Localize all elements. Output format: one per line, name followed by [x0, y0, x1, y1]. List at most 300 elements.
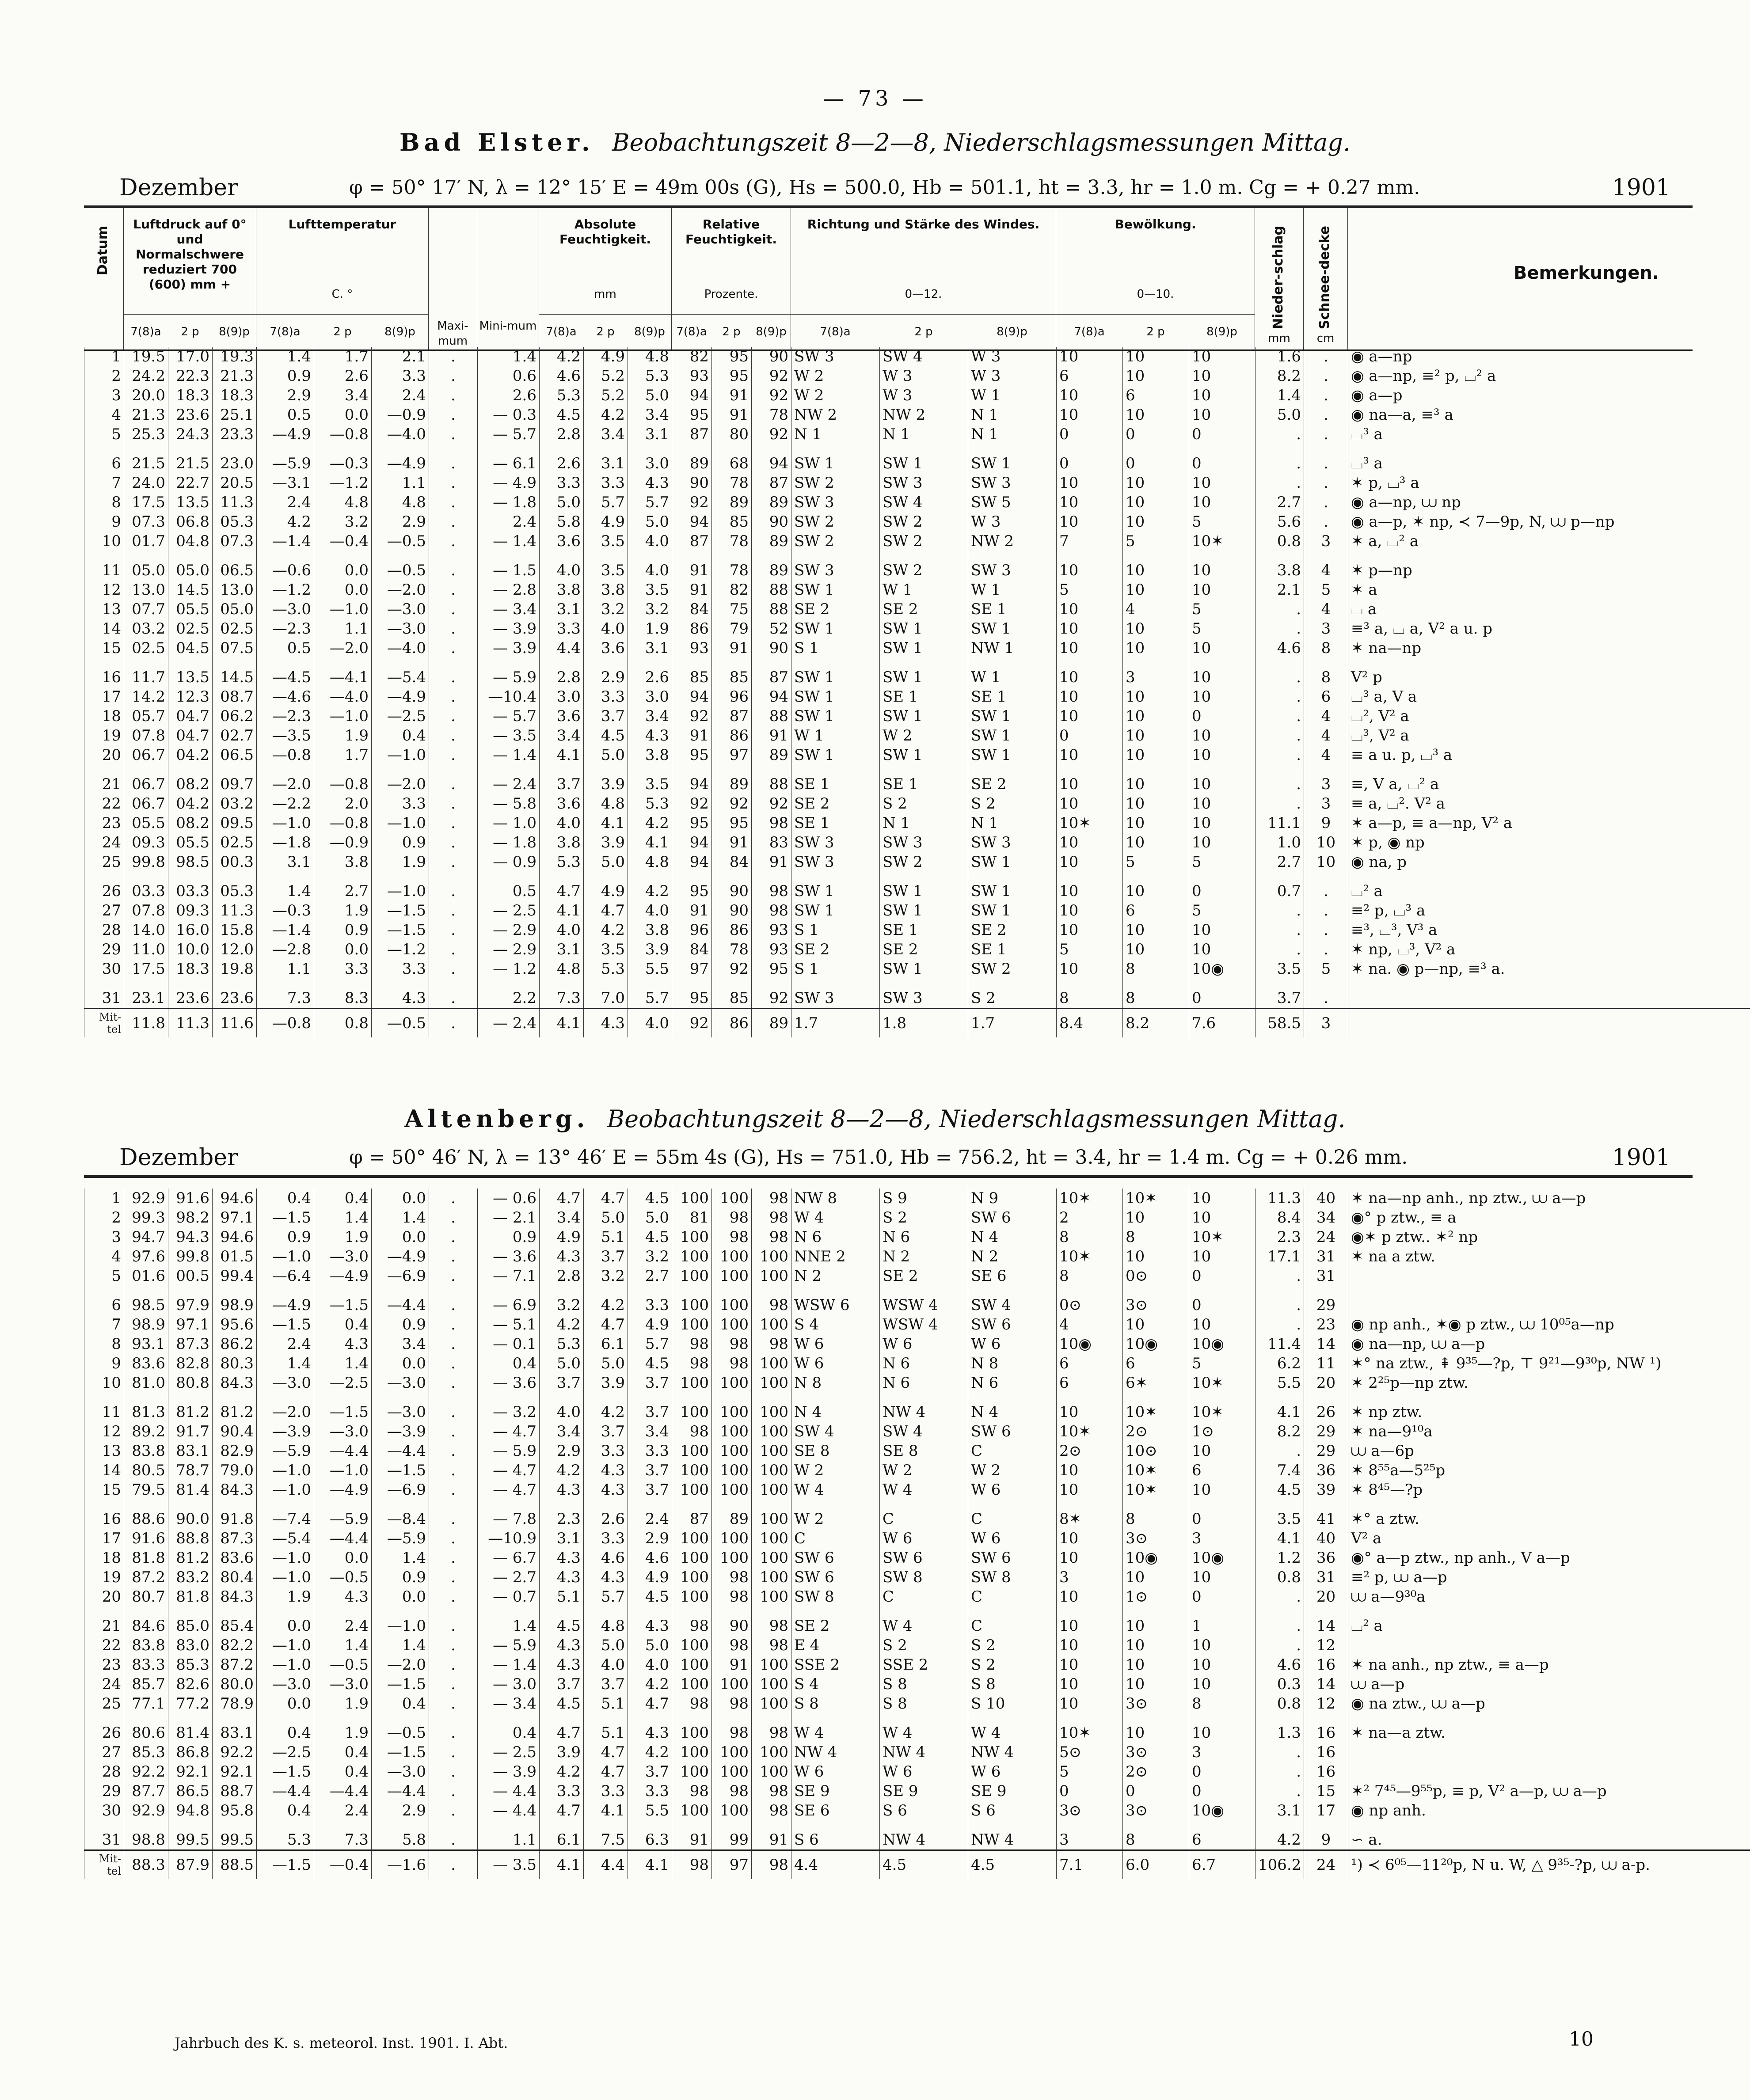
cell-wind-2p: SE 8 [880, 1441, 968, 1461]
cell-niederschlag: 4.1 [1255, 1402, 1304, 1422]
cell-wind-8p: SW 1 [968, 901, 1057, 920]
cell-niederschlag: . [1255, 726, 1304, 745]
cell-luftdruck-8p: 84.3 [213, 1480, 257, 1500]
cell-abs-feucht-7a: 4.7 [540, 1801, 584, 1820]
cell-wind-2p: SE 1 [880, 775, 968, 794]
cell-maximum: . [429, 405, 478, 425]
cell-wind-8p: N 1 [968, 425, 1057, 444]
cell-temp-7a: 1.4 [257, 1354, 314, 1373]
cell-bewoelkung-2p: 10 [1123, 1723, 1189, 1743]
cell-wind-7a: SE 2 [791, 600, 880, 619]
table-row [84, 580, 1750, 600]
cell-rel-feucht-8p: 93 [752, 940, 791, 959]
mean-wind-7a: 4.4 [791, 1850, 880, 1880]
cell-bewoelkung-8p: 10 [1189, 687, 1255, 706]
cell-niederschlag: . [1255, 1743, 1304, 1762]
cell-bewoelkung-7a: 10 [1057, 561, 1123, 580]
cell-temp-8p: 3.3 [372, 794, 429, 813]
cell-maximum: . [429, 473, 478, 493]
cell-bewoelkung-8p: 10 [1189, 794, 1255, 813]
cell-temp-8p: 0.0 [372, 1354, 429, 1373]
cell-wind-8p: S 2 [968, 794, 1057, 813]
cell-bewoelkung-2p: 10 [1123, 1568, 1189, 1587]
cell-abs-feucht-8p: 3.7 [628, 1461, 672, 1480]
cell-rel-feucht-7a: 92 [672, 493, 712, 512]
cell-rel-feucht-7a: 94 [672, 386, 712, 405]
cell-abs-feucht-2p: 3.7 [584, 1247, 628, 1266]
cell-wind-2p: SW 3 [880, 473, 968, 493]
cell-rel-feucht-7a: 94 [672, 687, 712, 706]
cell-schneedecke: 16 [1304, 1762, 1348, 1781]
mean-bemerkungen [1348, 1009, 1750, 1038]
cell-wind-7a: NW 8 [791, 1189, 880, 1208]
cell-bewoelkung-2p: 10 [1123, 638, 1189, 658]
cell-abs-feucht-8p: 4.5 [628, 1354, 672, 1373]
cell-rel-feucht-2p: 96 [712, 687, 752, 706]
cell-wind-8p: SW 6 [968, 1315, 1057, 1334]
cell-abs-feucht-8p: 3.4 [628, 706, 672, 726]
mean-rel-feucht-2p: 86 [712, 1009, 752, 1038]
cell-rel-feucht-2p: 95 [712, 366, 752, 386]
cell-maximum: . [429, 1247, 478, 1266]
cell-rel-feucht-8p: 100 [752, 1402, 791, 1422]
cell-temp-8p: —1.0 [372, 881, 429, 901]
table-header-1 [84, 205, 1693, 351]
cell-rel-feucht-2p: 98 [712, 1227, 752, 1247]
cell-temp-2p: 0.0 [314, 940, 372, 959]
cell-wind-8p: NW 4 [968, 1830, 1057, 1850]
cell-bemerkungen: ≡ a, ⌴². V² a [1348, 794, 1750, 813]
cell-minimum: — 1.5 [478, 561, 540, 580]
cell-niederschlag: . [1255, 1587, 1304, 1606]
cell-maximum: . [429, 1208, 478, 1227]
cell-luftdruck-8p: 19.8 [213, 959, 257, 979]
cell-rel-feucht-2p: 68 [712, 454, 752, 473]
cell-datum: 23 [84, 813, 124, 833]
cell-minimum: — 1.8 [478, 833, 540, 852]
cell-bewoelkung-8p: 0 [1189, 425, 1255, 444]
cell-luftdruck-2p: 08.2 [168, 775, 213, 794]
table-row [84, 1422, 1750, 1441]
mean-schneedecke: 24 [1304, 1850, 1348, 1880]
cell-minimum: 1.1 [478, 1830, 540, 1850]
cell-bewoelkung-7a: 10 [1057, 1655, 1123, 1675]
cell-schneedecke: 16 [1304, 1743, 1348, 1762]
cell-maximum: . [429, 668, 478, 687]
cell-rel-feucht-8p: 98 [752, 1295, 791, 1315]
cell-wind-2p: N 6 [880, 1354, 968, 1373]
cell-luftdruck-7a: 79.5 [124, 1480, 168, 1500]
cell-niederschlag: . [1255, 1636, 1304, 1655]
cell-luftdruck-8p: 13.0 [213, 580, 257, 600]
cell-schneedecke: . [1304, 347, 1348, 366]
cell-abs-feucht-2p: 4.9 [584, 881, 628, 901]
cell-abs-feucht-2p: 3.2 [584, 1266, 628, 1286]
cell-luftdruck-8p: 92.2 [213, 1743, 257, 1762]
cell-datum: 24 [84, 833, 124, 852]
time-label: 7(8)a [130, 325, 161, 338]
mean-row [84, 1009, 1750, 1038]
cell-temp-7a: —2.2 [257, 794, 314, 813]
cell-wind-8p: W 6 [968, 1762, 1057, 1781]
cell-temp-2p: 2.6 [314, 366, 372, 386]
cell-niederschlag: 0.3 [1255, 1675, 1304, 1694]
cell-temp-7a: 1.4 [257, 347, 314, 366]
cell-bewoelkung-2p: 8 [1123, 1509, 1189, 1529]
cell-niederschlag: . [1255, 901, 1304, 920]
cell-schneedecke: . [1304, 366, 1348, 386]
cell-rel-feucht-2p: 100 [712, 1266, 752, 1286]
header-luftdruck [124, 208, 256, 349]
cell-temp-8p: 2.9 [372, 1801, 429, 1820]
cell-bewoelkung-2p: 10 [1123, 745, 1189, 765]
cell-bemerkungen [1348, 988, 1750, 1009]
cell-wind-8p: SW 1 [968, 745, 1057, 765]
cell-luftdruck-8p: 06.5 [213, 561, 257, 580]
cell-temp-7a: —5.9 [257, 1441, 314, 1461]
cell-wind-7a: SE 2 [791, 940, 880, 959]
cell-temp-2p: —4.9 [314, 1266, 372, 1286]
cell-wind-8p: N 9 [968, 1189, 1057, 1208]
cell-schneedecke: 24 [1304, 1227, 1348, 1247]
cell-niederschlag: 0.8 [1255, 1568, 1304, 1587]
cell-abs-feucht-2p: 5.3 [584, 959, 628, 979]
cell-luftdruck-7a: 84.6 [124, 1616, 168, 1636]
cell-luftdruck-2p: 09.3 [168, 901, 213, 920]
cell-luftdruck-7a: 06.7 [124, 745, 168, 765]
cell-temp-2p: 4.3 [314, 1334, 372, 1354]
cell-luftdruck-7a: 98.8 [124, 1830, 168, 1850]
cell-niederschlag: . [1255, 706, 1304, 726]
cell-wind-7a: SW 1 [791, 454, 880, 473]
time-label: 2 p [1146, 325, 1165, 338]
cell-bewoelkung-7a: 10✶ [1057, 1247, 1123, 1266]
cell-bemerkungen: ✶ 8⁴⁵—?p [1348, 1480, 1750, 1500]
header-maximum-label: Maxi-mum [437, 319, 468, 348]
cell-niederschlag: 17.1 [1255, 1247, 1304, 1266]
cell-rel-feucht-8p: 100 [752, 1266, 791, 1286]
cell-bewoelkung-7a: 10 [1057, 745, 1123, 765]
cell-schneedecke: 15 [1304, 1781, 1348, 1801]
cell-luftdruck-8p: 80.0 [213, 1675, 257, 1694]
cell-temp-8p: —3.0 [372, 619, 429, 638]
cell-rel-feucht-8p: 100 [752, 1422, 791, 1441]
cell-abs-feucht-7a: 3.8 [540, 833, 584, 852]
cell-luftdruck-7a: 24.0 [124, 473, 168, 493]
mean-abs-feucht-7a: 4.1 [540, 1009, 584, 1038]
cell-bemerkungen: ✶ na—np [1348, 638, 1750, 658]
cell-abs-feucht-2p: 3.3 [584, 473, 628, 493]
cell-abs-feucht-7a: 4.8 [540, 959, 584, 979]
cell-datum: 5 [84, 1266, 124, 1286]
cell-rel-feucht-7a: 91 [672, 580, 712, 600]
cell-minimum: — 4.7 [478, 1422, 540, 1441]
cell-wind-8p: W 3 [968, 512, 1057, 532]
cell-luftdruck-2p: 80.8 [168, 1373, 213, 1393]
table-row [84, 405, 1750, 425]
cell-abs-feucht-2p: 4.7 [584, 1189, 628, 1208]
cell-bewoelkung-2p: 3⊙ [1123, 1801, 1189, 1820]
cell-abs-feucht-8p: 3.7 [628, 1480, 672, 1500]
cell-bewoelkung-7a: 10 [1057, 1636, 1123, 1655]
cell-bewoelkung-7a: 5⊙ [1057, 1743, 1123, 1762]
cell-luftdruck-2p: 03.3 [168, 881, 213, 901]
mean-wind-8p: 1.7 [968, 1009, 1057, 1038]
cell-abs-feucht-7a: 2.8 [540, 425, 584, 444]
cell-rel-feucht-8p: 100 [752, 1480, 791, 1500]
cell-schneedecke: 16 [1304, 1723, 1348, 1743]
cell-minimum: — 2.8 [478, 580, 540, 600]
cell-datum: 12 [84, 1422, 124, 1441]
cell-datum: 31 [84, 988, 124, 1009]
cell-rel-feucht-7a: 98 [672, 1616, 712, 1636]
cell-bewoelkung-7a: 0 [1057, 425, 1123, 444]
cell-niederschlag: . [1255, 1266, 1304, 1286]
cell-temp-8p: —4.9 [372, 687, 429, 706]
cell-bewoelkung-7a: 10 [1057, 668, 1123, 687]
cell-rel-feucht-8p: 100 [752, 1548, 791, 1568]
mean-temp-2p: 0.8 [314, 1009, 372, 1038]
cell-luftdruck-7a: 03.3 [124, 881, 168, 901]
table-row [84, 512, 1750, 532]
cell-abs-feucht-2p: 4.2 [584, 1295, 628, 1315]
cell-wind-2p: SE 1 [880, 920, 968, 940]
cell-luftdruck-2p: 81.2 [168, 1402, 213, 1422]
cell-niederschlag: 1.3 [1255, 1723, 1304, 1743]
cell-bemerkungen: ⌴² a [1348, 1616, 1750, 1636]
mean-temp-8p: —1.6 [372, 1850, 429, 1880]
cell-abs-feucht-2p: 4.6 [584, 1548, 628, 1568]
cell-wind-2p: SE 2 [880, 940, 968, 959]
cell-temp-7a: 0.4 [257, 1801, 314, 1820]
cell-schneedecke: . [1304, 901, 1348, 920]
cell-maximum: . [429, 1655, 478, 1675]
mean-luftdruck-8p: 88.5 [213, 1850, 257, 1880]
cell-rel-feucht-2p: 78 [712, 561, 752, 580]
cell-bewoelkung-7a: 10 [1057, 775, 1123, 794]
table-row [84, 668, 1750, 687]
mean-niederschlag: 58.5 [1255, 1009, 1304, 1038]
observation-table-1 [84, 347, 1750, 1037]
cell-temp-7a: 0.5 [257, 405, 314, 425]
cell-abs-feucht-8p: 4.0 [628, 561, 672, 580]
cell-temp-7a: 7.3 [257, 988, 314, 1009]
cell-bewoelkung-2p: 10 [1123, 1208, 1189, 1227]
cell-wind-8p: W 3 [968, 366, 1057, 386]
cell-abs-feucht-7a: 3.1 [540, 940, 584, 959]
cell-rel-feucht-2p: 100 [712, 1315, 752, 1334]
cell-abs-feucht-7a: 3.4 [540, 1422, 584, 1441]
cell-temp-2p: 1.9 [314, 1227, 372, 1247]
cell-wind-2p: SW 1 [880, 901, 968, 920]
cell-temp-2p: —4.0 [314, 687, 372, 706]
cell-luftdruck-7a: 14.0 [124, 920, 168, 940]
cell-abs-feucht-7a: 4.3 [540, 1548, 584, 1568]
cell-bewoelkung-7a: 10 [1057, 1529, 1123, 1548]
cell-rel-feucht-2p: 91 [712, 1655, 752, 1675]
cell-abs-feucht-2p: 3.3 [584, 1441, 628, 1461]
cell-abs-feucht-2p: 4.2 [584, 1402, 628, 1422]
cell-niederschlag: 4.6 [1255, 638, 1304, 658]
cell-abs-feucht-7a: 3.0 [540, 687, 584, 706]
cell-maximum: . [429, 813, 478, 833]
cell-rel-feucht-2p: 85 [712, 512, 752, 532]
cell-minimum: — 2.5 [478, 901, 540, 920]
cell-temp-8p: 3.4 [372, 1334, 429, 1354]
cell-wind-7a: SE 1 [791, 813, 880, 833]
cell-abs-feucht-7a: 7.3 [540, 988, 584, 1009]
cell-temp-8p: —1.5 [372, 1461, 429, 1480]
cell-schneedecke: 20 [1304, 1587, 1348, 1606]
cell-bewoelkung-7a: 3 [1057, 1568, 1123, 1587]
cell-wind-8p: W 4 [968, 1723, 1057, 1743]
cell-rel-feucht-7a: 87 [672, 425, 712, 444]
cell-abs-feucht-7a: 4.9 [540, 1227, 584, 1247]
cell-temp-7a: —3.1 [257, 473, 314, 493]
cell-datum: 4 [84, 1247, 124, 1266]
cell-luftdruck-8p: 12.0 [213, 940, 257, 959]
cell-bemerkungen [1348, 1636, 1750, 1655]
cell-wind-7a: SW 1 [791, 687, 880, 706]
cell-rel-feucht-7a: 95 [672, 405, 712, 425]
cell-wind-2p: SW 4 [880, 493, 968, 512]
cell-rel-feucht-8p: 93 [752, 920, 791, 940]
cell-rel-feucht-2p: 100 [712, 1189, 752, 1208]
cell-bewoelkung-2p: 0 [1123, 425, 1189, 444]
cell-temp-7a: 2.4 [257, 493, 314, 512]
mean-abs-feucht-8p: 4.1 [628, 1850, 672, 1880]
cell-luftdruck-8p: 90.4 [213, 1422, 257, 1441]
cell-wind-7a: S 1 [791, 959, 880, 979]
cell-maximum: . [429, 600, 478, 619]
cell-luftdruck-7a: 87.7 [124, 1781, 168, 1801]
cell-luftdruck-7a: 97.6 [124, 1247, 168, 1266]
cell-bewoelkung-2p: 10 [1123, 619, 1189, 638]
cell-datum: 8 [84, 1334, 124, 1354]
cell-rel-feucht-7a: 100 [672, 1441, 712, 1461]
cell-temp-2p: 3.2 [314, 512, 372, 532]
cell-wind-7a: SW 8 [791, 1587, 880, 1606]
cell-luftdruck-2p: 82.8 [168, 1354, 213, 1373]
cell-wind-2p: W 2 [880, 1461, 968, 1480]
cell-rel-feucht-8p: 100 [752, 1694, 791, 1713]
cell-luftdruck-8p: 14.5 [213, 668, 257, 687]
cell-niederschlag: 8.2 [1255, 1422, 1304, 1441]
cell-maximum: . [429, 1568, 478, 1587]
cell-bemerkungen: ✶ na—a ztw. [1348, 1723, 1750, 1743]
cell-luftdruck-2p: 90.0 [168, 1509, 213, 1529]
cell-temp-8p: 2.4 [372, 386, 429, 405]
cell-abs-feucht-8p: 4.8 [628, 347, 672, 366]
cell-bewoelkung-8p: 0 [1189, 1587, 1255, 1606]
cell-rel-feucht-2p: 100 [712, 1801, 752, 1820]
cell-schneedecke: . [1304, 405, 1348, 425]
cell-bemerkungen: ◉ a—np [1348, 347, 1750, 366]
cell-temp-8p: —4.4 [372, 1441, 429, 1461]
cell-bewoelkung-2p: 6 [1123, 1354, 1189, 1373]
table-row [84, 1694, 1750, 1713]
cell-abs-feucht-2p: 5.1 [584, 1227, 628, 1247]
cell-wind-2p: SW 2 [880, 852, 968, 872]
cell-wind-2p: SW 1 [880, 959, 968, 979]
cell-luftdruck-2p: 21.5 [168, 454, 213, 473]
cell-minimum: 2.2 [478, 988, 540, 1009]
time-label: 7(8)a [1074, 325, 1105, 338]
cell-abs-feucht-2p: 5.2 [584, 366, 628, 386]
cell-wind-7a: W 2 [791, 1461, 880, 1480]
cell-rel-feucht-8p: 90 [752, 638, 791, 658]
cell-temp-2p: 1.9 [314, 1694, 372, 1713]
cell-abs-feucht-8p: 4.2 [628, 1743, 672, 1762]
cell-abs-feucht-7a: 4.5 [540, 405, 584, 425]
cell-bewoelkung-7a: 0 [1057, 726, 1123, 745]
cell-niederschlag: 3.7 [1255, 988, 1304, 1009]
cell-abs-feucht-8p: 2.9 [628, 1529, 672, 1548]
cell-abs-feucht-7a: 4.1 [540, 901, 584, 920]
cell-luftdruck-7a: 07.8 [124, 726, 168, 745]
cell-abs-feucht-7a: 6.1 [540, 1830, 584, 1850]
table-row [84, 1334, 1750, 1354]
cell-bewoelkung-8p: 10 [1189, 638, 1255, 658]
cell-rel-feucht-7a: 94 [672, 512, 712, 532]
cell-abs-feucht-7a: 4.5 [540, 1694, 584, 1713]
cell-temp-8p: —0.5 [372, 561, 429, 580]
cell-luftdruck-2p: 83.1 [168, 1441, 213, 1461]
cell-minimum: 2.4 [478, 512, 540, 532]
cell-luftdruck-2p: 98.2 [168, 1208, 213, 1227]
cell-minimum: — 3.4 [478, 600, 540, 619]
cell-schneedecke: 16 [1304, 1655, 1348, 1675]
cell-wind-8p: S 8 [968, 1675, 1057, 1694]
cell-minimum: — 4.7 [478, 1461, 540, 1480]
cell-bewoelkung-2p: 5 [1123, 532, 1189, 551]
cell-schneedecke: 31 [1304, 1247, 1348, 1266]
cell-datum: 6 [84, 454, 124, 473]
cell-luftdruck-7a: 21.5 [124, 454, 168, 473]
cell-luftdruck-7a: 92.2 [124, 1762, 168, 1781]
cell-wind-2p: W 1 [880, 580, 968, 600]
cell-niederschlag: . [1255, 600, 1304, 619]
cell-minimum: — 3.6 [478, 1247, 540, 1266]
cell-rel-feucht-8p: 89 [752, 493, 791, 512]
cell-temp-2p: —2.5 [314, 1373, 372, 1393]
cell-abs-feucht-7a: 2.8 [540, 668, 584, 687]
cell-schneedecke: 14 [1304, 1616, 1348, 1636]
cell-niederschlag: 6.2 [1255, 1354, 1304, 1373]
cell-wind-8p: SW 1 [968, 706, 1057, 726]
table-row [84, 638, 1750, 658]
cell-bewoelkung-7a: 6 [1057, 1373, 1123, 1393]
cell-bemerkungen: ✶ na anh., np ztw., ≡ a—p [1348, 1655, 1750, 1675]
cell-schneedecke: 4 [1304, 745, 1348, 765]
cell-wind-8p: S 2 [968, 1636, 1057, 1655]
cell-luftdruck-7a: 94.7 [124, 1227, 168, 1247]
cell-temp-2p: 0.4 [314, 1762, 372, 1781]
mean-temp-2p: —0.4 [314, 1850, 372, 1880]
cell-bewoelkung-2p: 10✶ [1123, 1189, 1189, 1208]
cell-schneedecke: 5 [1304, 580, 1348, 600]
cell-bewoelkung-8p: 6 [1189, 1830, 1255, 1850]
cell-rel-feucht-8p: 88 [752, 600, 791, 619]
cell-bemerkungen: ✶² 7⁴⁵—9⁵⁵p, ≡ p, V² a—p, ⩊ a—p [1348, 1781, 1750, 1801]
cell-wind-8p: SE 1 [968, 687, 1057, 706]
cell-datum: 31 [84, 1830, 124, 1850]
cell-abs-feucht-2p: 5.0 [584, 745, 628, 765]
cell-abs-feucht-7a: 5.3 [540, 386, 584, 405]
cell-temp-8p: —0.5 [372, 1723, 429, 1743]
cell-rel-feucht-2p: 95 [712, 813, 752, 833]
cell-rel-feucht-7a: 94 [672, 852, 712, 872]
